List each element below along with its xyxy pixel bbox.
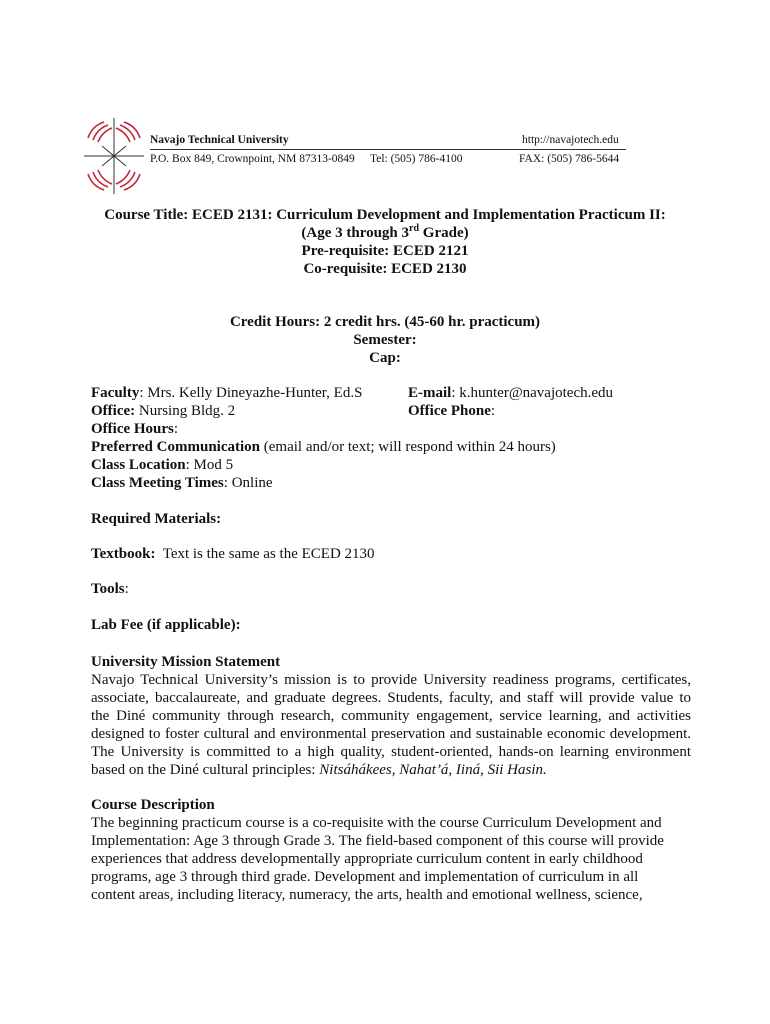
- mission-line-last: based on the Diné cultural principles: Nitsáhákees, Nahat’á, Iiná, Sii Hasin.: [91, 762, 547, 778]
- description-line: content areas, including literacy, numeracy, the arts, health and emotional wellness, science,: [91, 887, 643, 903]
- description-line: The beginning practicum course is a co-requisite with the course Curriculum Development and: [91, 815, 662, 831]
- course-description-heading: Course Description: [91, 797, 215, 813]
- course-description: [91, 796, 691, 904]
- course-corequisite: Co-requisite: ECED 2130: [303, 261, 467, 277]
- class-location: Class Location: Mod 5: [91, 457, 234, 473]
- mission-line: The University is committed to a high quality, student-oriented, hands-on learning environment: [91, 744, 691, 760]
- cap: Cap:: [369, 350, 401, 366]
- office: Office: Nursing Bldg. 2: [91, 403, 236, 419]
- course-age-range: (Age 3 through 3rd Grade): [301, 223, 469, 241]
- description-line: experiences that address developmentally appropriate curriculum content in early childhood: [91, 851, 643, 867]
- mission-line: Navajo Technical University’s mission is to provide University readiness programs, certificates,: [91, 672, 691, 688]
- course-prerequisite: Pre-requisite: ECED 2121: [301, 243, 469, 259]
- mission-line: the Diné community through research, community engagement, service learning, and activities: [91, 708, 691, 724]
- office-phone: Office Phone:: [408, 403, 496, 419]
- university-logo: [84, 116, 144, 196]
- university-name: Navajo Technical University: [150, 134, 289, 146]
- preferred-communication: Preferred Communication (email and/or text; will respond within 24 hours): [91, 439, 556, 455]
- textbook: Textbook: Text is the same as the ECED 2130: [91, 546, 375, 562]
- required-materials-heading: Required Materials:: [91, 511, 222, 527]
- lab-fee: Lab Fee (if applicable):: [91, 617, 241, 633]
- semester: Semester:: [353, 332, 417, 348]
- mission-heading: University Mission Statement: [91, 654, 281, 670]
- mission-statement: [91, 653, 691, 779]
- credit-hours: Credit Hours: 2 credit hrs. (45-60 hr. practicum): [229, 314, 541, 330]
- university-url[interactable]: http://navajotech.edu: [522, 134, 619, 146]
- description-line: Implementation: Age 3 through Grade 3. The field-based component of this course will provide: [91, 833, 664, 849]
- course-title: Course Title: ECED 2131: Curriculum Development and Implementation Practicum II:: [104, 207, 666, 223]
- tools: Tools:: [91, 581, 129, 597]
- class-meeting-times: Class Meeting Times: Online: [91, 475, 273, 491]
- university-fax: FAX: (505) 786-5644: [519, 153, 620, 165]
- mission-line: designed to foster cultural and environmental preservation and sustainable economic development.: [91, 726, 691, 742]
- university-phone: Tel: (505) 786-4100: [370, 153, 463, 165]
- description-line: programs, age 3 through third grade. Development and implementation of curriculum in all: [91, 869, 639, 885]
- mission-line: associate, baccalaureate, and graduate degrees. Students, faculty, and staff will provide value to: [91, 690, 691, 706]
- university-address: P.O. Box 849, Crownpoint, NM 87313-0849: [150, 153, 355, 165]
- header-divider: [150, 149, 626, 150]
- office-hours: Office Hours:: [91, 421, 179, 437]
- email: E-mail: k.hunter@navajotech.edu: [408, 385, 614, 401]
- faculty: Faculty: Mrs. Kelly Dineyazhe-Hunter, Ed.S: [91, 385, 363, 401]
